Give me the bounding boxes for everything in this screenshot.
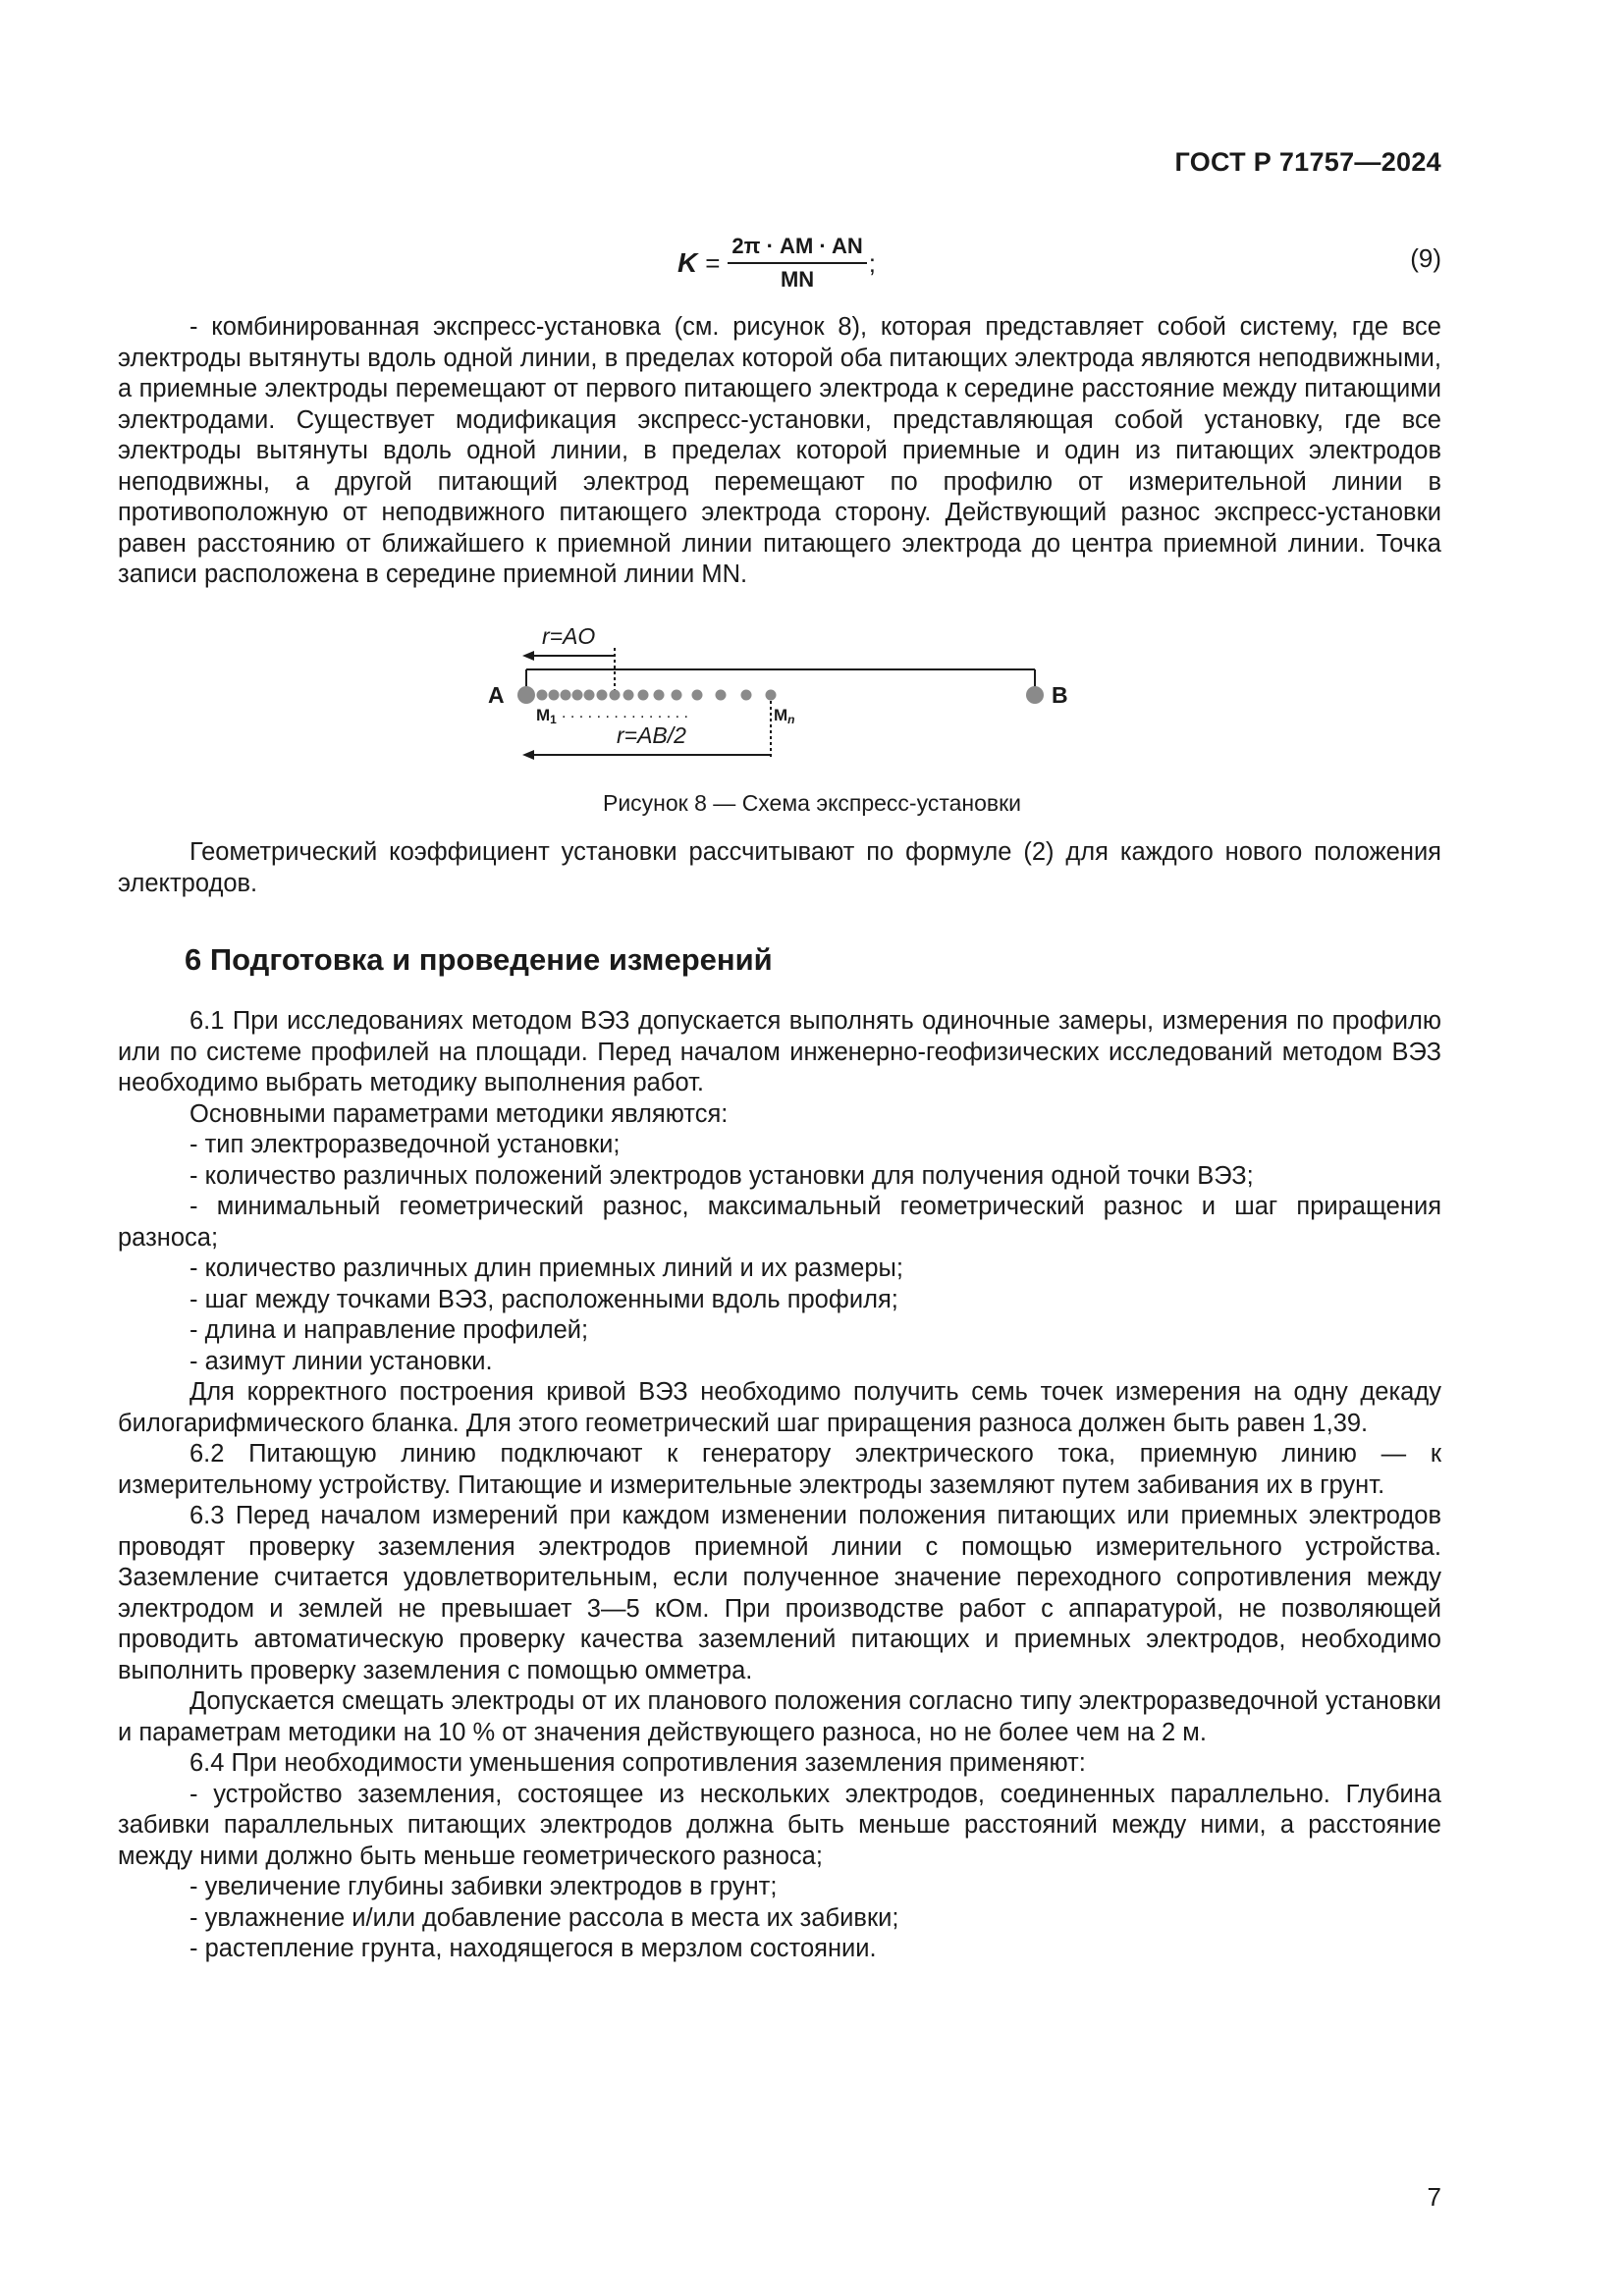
receiver-electrode	[741, 690, 752, 701]
measure-item: - устройство заземления, состоящее из нескольких электродов, соединенных параллельно. Глубина забивки параллельных питающих электродов должна быть меньше расстояний между ними, а расстояние между ними должно быть меньше геометрического разноса;	[118, 1780, 1441, 1870]
receiver-electrode	[537, 690, 548, 701]
formula-denominator: MN	[780, 267, 815, 292]
label-mn: Mn	[774, 706, 795, 726]
receiver-electrode	[597, 690, 608, 701]
receiver-electrode	[584, 690, 595, 701]
receiver-electrode	[638, 690, 649, 701]
formula-lhs: K	[677, 247, 698, 278]
param-item: - количество различных положений электродов установки для получения одной точки ВЭЗ;	[189, 1161, 1254, 1190]
label-m1: M1	[536, 706, 557, 726]
formula-numerator: 2π · AM · AN	[728, 234, 866, 264]
param-item: - тип электроразведочной установки;	[189, 1131, 621, 1158]
params-intro: Основными параметрами методики являются:	[189, 1099, 729, 1128]
label-r-ab2: r=AB/2	[617, 722, 686, 748]
formula-terminator: ;	[868, 247, 877, 278]
section-title: 6 Подготовка и проведение измерений	[185, 942, 773, 977]
receiver-electrode	[672, 690, 682, 701]
param-item: - шаг между точками ВЭЗ, расположенными вдоль профиля;	[189, 1285, 898, 1313]
formula-9	[677, 234, 876, 293]
formula-fraction	[728, 234, 866, 293]
receiver-electrode	[572, 690, 583, 701]
label-r-ao: r=AO	[542, 623, 596, 649]
figure-caption: Рисунок 8 — Схема экспресс-установки	[602, 790, 1022, 816]
receiver-electrode	[766, 690, 777, 701]
dotted-leader: . . . . . . . . . . . . . . .	[562, 705, 688, 721]
after-figure-text	[118, 837, 1441, 899]
document-code: ГОСТ Р 71757—2024	[1174, 147, 1441, 177]
electrode-b	[1026, 686, 1044, 704]
param-item: - длина и направление профилей;	[189, 1316, 589, 1344]
label-electrode-a: A	[488, 682, 505, 708]
paragraph-6-3: 6.3 Перед началом измерений при каждом изменении положения питающих или приемных электродов проводят проверку заземления электродов приемной линии с помощью измерительного устройства. Заземление считается удовлетворительным, если полученное значение переходного сопротивления между электродом и землей не превышает 3—5 кОм. При производстве работ с аппаратурой, не позволяющей проводить автоматическую проверку качества заземлений питающих и приемных электродов, необходимо выполнить проверку заземления с помощью омметра.	[118, 1502, 1441, 1684]
figure-8	[471, 618, 1100, 785]
dim-arrow-ao-left	[522, 651, 534, 661]
page-number: 7	[1427, 2182, 1441, 2212]
param-item: - количество различных длин приемных линий и их размеры;	[189, 1255, 903, 1282]
receiver-electrode	[623, 690, 634, 701]
section-body	[118, 1006, 1441, 1965]
receiver-electrode	[549, 690, 560, 701]
receiver-electrode	[610, 690, 621, 701]
paragraph-6-1: 6.1 При исследованиях методом ВЭЗ допускается выполнять одиночные замеры, измерения по профилю или по системе профилей на площади. Перед началом инженерно-геофизических исследований методом ВЭЗ необходимо выбрать методику выполнения работ.	[118, 1007, 1441, 1096]
measure-item: - увеличение глубины забивки электродов в грунт;	[189, 1873, 778, 1900]
receiver-electrode	[716, 690, 727, 701]
receiver-electrodes	[537, 690, 777, 701]
param-item: - минимальный геометрический разнос, максимальный геометрический разнос и шаг приращения разноса;	[118, 1193, 1441, 1252]
label-electrode-b: B	[1052, 682, 1068, 708]
express-setup-diagram	[471, 618, 1100, 785]
paragraph-shift: Допускается смещать электроды от их планового положения согласно типу электроразведочной установки и параметрам методики на 10 % от значения действующего разноса, но не более чем на 2 м.	[118, 1687, 1441, 1746]
paragraph-curve: Для корректного построения кривой ВЭЗ необходимо получить семь точек измерения на одну декаду билогарифмического бланка. Для этого геометрический шаг приращения разноса должен быть равен 1,39.	[118, 1378, 1441, 1437]
paragraph-6-2: 6.2 Питающую линию подключают к генератору электрического тока, приемную линию — к измерительному устройству. Питающие и измерительные электроды заземляют путем забивания их в грунт.	[118, 1440, 1441, 1499]
formula-number: (9)	[1410, 243, 1441, 273]
receiver-electrode	[654, 690, 665, 701]
dim-arrow-ab2-left	[522, 750, 534, 760]
electrode-a	[517, 686, 535, 704]
measure-item: - растепление грунта, находящегося в мерзлом состоянии.	[189, 1935, 877, 1962]
formula-equals: =	[705, 247, 721, 278]
receiver-electrode	[692, 690, 703, 701]
param-item: - азимут линии установки.	[189, 1347, 493, 1375]
paragraph-6-4: 6.4 При необходимости уменьшения сопротивления заземления применяют:	[189, 1749, 1086, 1777]
intro-text	[118, 312, 1441, 591]
measure-item: - увлажнение и/или добавление рассола в места их забивки;	[189, 1903, 899, 1932]
intro-paragraph: - комбинированная экспресс-установка (см. рисунок 8), которая представляет собой систему, где все электроды вытянуты вдоль одной линии, в пределах которой оба питающих электрода являются неподвижными, а приемные электроды перемещают от первого питающего электрода к середине расстояние между питающими электродами. Существует модификация экспресс-установки, представляющая собой установку, где все электроды вытянуты вдоль одной линии, в пределах которой приемные и один из питающих электродов неподвижны, а другой питающий электрод перемещают по профилю от измерительной линии в противоположную от неподвижного питающего электрода сторону. Действующий разнос экспресс-установки равен расстоянию от ближайшего к приемной линии питающего электрода до центра приемной линии. Точка записи расположена в середине приемной линии MN.	[118, 313, 1441, 588]
receiver-electrode	[561, 690, 571, 701]
after-figure-paragraph: Геометрический коэффициент установки рассчитывают по формуле (2) для каждого нового положения электродов.	[118, 838, 1441, 897]
